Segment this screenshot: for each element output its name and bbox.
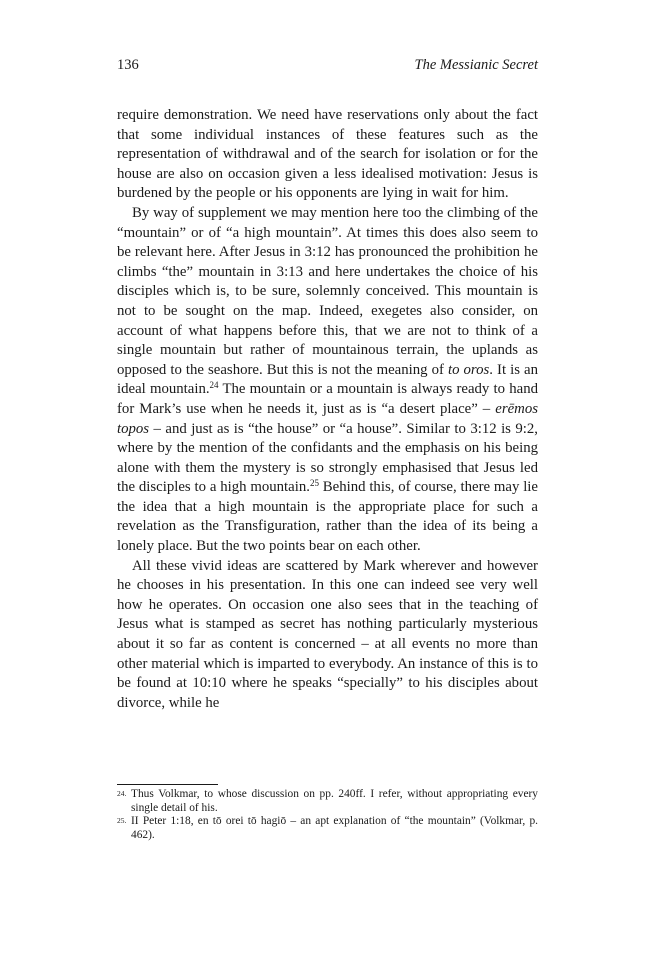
running-title: The Messianic Secret [414,57,538,73]
running-header [117,57,538,79]
footnote-number: 25. [117,816,127,826]
text-run: . It is an ideal mountain. [117,361,538,398]
text-run: All these vivid ideas are scattered by Mark wherever and however he chooses in his presentation. In this one can indeed see very well how he operates. On occasion one also sees that in the teaching of Jesus what is stamped as secret has nothing particularly mysterious about it so far as content is concerned – at all events no more than other material which is imparted to everybody. An instance of this is to be found at 10:10 where he speaks “specially” to his disciples about divorce, while he [117,557,538,711]
paragraph [117,106,538,204]
text-run: Behind this, of course, there may lie the idea that a high mountain is the appropriate place for such a revelation as the Transfiguration, rather than the idea of its being a lonely place. But the two points bear on each other. [117,479,538,555]
text-run: – and just as is “the house” or “a house”. Similar to 3:12 is 9:2, where by the mention of the confidants and the emphasis on his being alone with them the mystery is so strongly emphasised that Jesus led the disciples to a high mountain. [117,420,538,496]
footnotes [117,788,538,842]
paragraph [117,204,538,557]
footnote [117,815,538,842]
footnote-text: II Peter 1:18, en tō orei tō hagiō – an apt explanation of “the mountain” (Volkmar, p. 462). [131,815,538,841]
footnote-marker: 25 [309,478,319,489]
page-number: 136 [117,57,139,73]
footnote [117,788,538,815]
text-run: The mountain or a mountain is always ready to hand for Mark’s use when he needs it, just as is “a desert place” – [117,381,538,417]
body-text [117,106,538,713]
paragraph [117,557,538,714]
footnote-text: Thus Volkmar, to whose discussion on pp. 240ff. I refer, without appropriating every single detail of his. [131,788,538,814]
footnote-number: 24. [117,789,127,798]
italic-text: erēmos topos [117,400,538,437]
italic-text: to oros [447,361,490,378]
text-run: require demonstration. We need have reservations only about the fact that some individual instances of these features such as the representation of withdrawal and of the search for isolation or for the house are also on occasion given a less idealised motivation: Jesus is burdened by the people or his opponents are lying in wait for him. [117,107,538,202]
text-run: By way of supplement we may mention here too the climbing of the “mountain” or of “a high mountain”. At times this does also seem to be relevant here. After Jesus in 3:12 has pronounced the prohibition he climbs “the” mountain in 3:13 and here undertakes the choice of his disciples which is, to be sure, solemnly conceived. This mountain is not to be sought on the map. Indeed, exegetes also consider, on account of what happens before this, that we are not to think of a single mountain but rather of mountainous terrain, the uplands as opposed to the seashore. But this is not the meaning of [117,204,538,378]
footnote-rule [117,784,218,785]
footnote-marker: 24 [209,380,219,391]
